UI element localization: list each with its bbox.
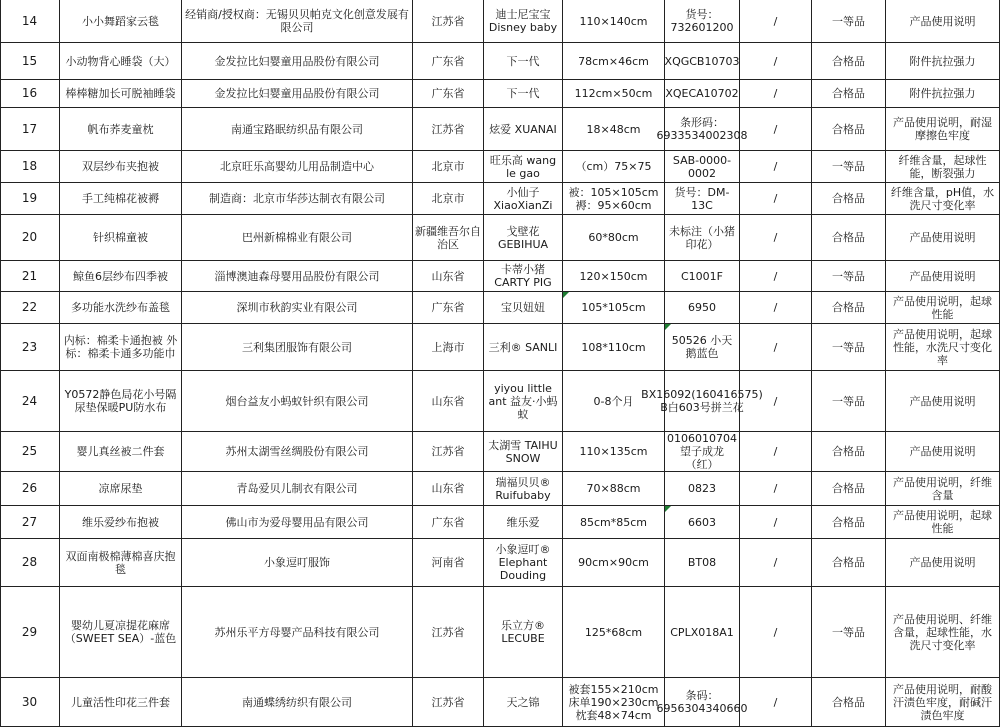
cell-province: 山东省 — [413, 261, 484, 292]
cell-no: 24 — [0, 371, 60, 432]
cell-extra: / — [740, 0, 812, 43]
cell-item: 纤维含量，起球性能，断裂强力 — [886, 151, 1000, 183]
cell-spec: 120×150cm — [563, 261, 665, 292]
cell-spec: 90cm×90cm — [563, 539, 665, 587]
cell-code: 货号：732601200 — [665, 0, 740, 43]
cell-spec: 125*68cm — [563, 587, 665, 678]
cell-product: Y0572静色局花小号隔尿垫保暖PU防水布 — [60, 371, 182, 432]
cell-brand: 下一代 — [484, 43, 563, 80]
cell-province: 山东省 — [413, 472, 484, 506]
cell-code: 50526 小天鹅蓝色 — [665, 324, 740, 371]
cell-brand: 小仙子 XiaoXianZi — [484, 183, 563, 215]
cell-code: 条码：6956304340660 — [665, 678, 740, 727]
cell-grade: 合格品 — [812, 506, 886, 539]
cell-spec: 105*105cm — [563, 292, 665, 324]
cell-province: 广东省 — [413, 506, 484, 539]
cell-province: 北京市 — [413, 151, 484, 183]
cell-company: 三利集团服饰有限公司 — [182, 324, 413, 371]
cell-item: 产品使用说明 — [886, 215, 1000, 261]
cell-no: 26 — [0, 472, 60, 506]
cell-item: 产品使用说明，耐湿摩擦色牢度 — [886, 108, 1000, 151]
cell-grade: 合格品 — [812, 678, 886, 727]
comment-marker-icon — [563, 292, 569, 298]
cell-extra: / — [740, 292, 812, 324]
cell-spec: 78cm×46cm — [563, 43, 665, 80]
cell-spec: 0-8个月 — [563, 371, 665, 432]
cell-code: BX16092(160416575) B白603号拼兰花 — [665, 371, 740, 432]
cell-brand: 维乐爱 — [484, 506, 563, 539]
cell-item: 产品使用说明，起球性能 — [886, 292, 1000, 324]
cell-grade: 合格品 — [812, 80, 886, 108]
cell-company: 经销商/授权商：无锡贝贝帕克文化创意发展有限公司 — [182, 0, 413, 43]
cell-province: 河南省 — [413, 539, 484, 587]
cell-brand: 旺乐高 wang le gao — [484, 151, 563, 183]
cell-no: 14 — [0, 0, 60, 43]
cell-spec: 18×48cm — [563, 108, 665, 151]
cell-no: 18 — [0, 151, 60, 183]
cell-extra: / — [740, 539, 812, 587]
cell-item: 产品使用说明 — [886, 0, 1000, 43]
cell-code: SAB-0000-0002 — [665, 151, 740, 183]
cell-product: 双面南极棉薄棉喜庆抱毯 — [60, 539, 182, 587]
cell-brand: 三利® SANLI — [484, 324, 563, 371]
cell-no: 15 — [0, 43, 60, 80]
cell-item: 产品使用说明 — [886, 371, 1000, 432]
cell-grade: 合格品 — [812, 43, 886, 80]
cell-grade: 合格品 — [812, 472, 886, 506]
cell-code: 条形码：6933534002308 — [665, 108, 740, 151]
cell-spec: 110×140cm — [563, 0, 665, 43]
cell-no: 20 — [0, 215, 60, 261]
cell-province: 江苏省 — [413, 678, 484, 727]
cell-spec: 70×88cm — [563, 472, 665, 506]
cell-province: 广东省 — [413, 80, 484, 108]
cell-brand: 小象逗叮® Elephant Douding — [484, 539, 563, 587]
cell-product: 鲸鱼6层纱布四季被 — [60, 261, 182, 292]
cell-item: 产品使用说明，纤维含量 — [886, 472, 1000, 506]
cell-grade: 合格品 — [812, 108, 886, 151]
cell-province: 广东省 — [413, 292, 484, 324]
cell-spec: 60*80cm — [563, 215, 665, 261]
cell-product: 婴儿真丝被二件套 — [60, 432, 182, 472]
cell-product: 双层纱布夹抱被 — [60, 151, 182, 183]
cell-company: 巴州新棉棉业有限公司 — [182, 215, 413, 261]
cell-extra: / — [740, 371, 812, 432]
cell-product: 维乐爱纱布抱被 — [60, 506, 182, 539]
cell-extra: / — [740, 587, 812, 678]
cell-spec: （cm）75×75 — [563, 151, 665, 183]
cell-no: 22 — [0, 292, 60, 324]
cell-brand: yiyou little ant 益友·小蚂蚁 — [484, 371, 563, 432]
cell-product: 婴幼儿夏凉提花麻席（SWEET SEA）-蓝色 — [60, 587, 182, 678]
cell-grade: 一等品 — [812, 324, 886, 371]
cell-extra: / — [740, 108, 812, 151]
cell-product: 帆布荞麦童枕 — [60, 108, 182, 151]
cell-product: 手工纯棉花被褥 — [60, 183, 182, 215]
cell-product: 针织棉童被 — [60, 215, 182, 261]
cell-brand: 太湖雪 TAIHU SNOW — [484, 432, 563, 472]
cell-brand: 戈壁花 GEBIHUA — [484, 215, 563, 261]
cell-extra: / — [740, 324, 812, 371]
cell-code: 货号：DM-13C — [665, 183, 740, 215]
cell-grade: 合格品 — [812, 215, 886, 261]
cell-extra: / — [740, 80, 812, 108]
cell-province: 江苏省 — [413, 587, 484, 678]
cell-item: 产品使用说明 — [886, 539, 1000, 587]
cell-company: 青岛爱贝儿制衣有限公司 — [182, 472, 413, 506]
cell-code: 0106010704 望子成龙（红） — [665, 432, 740, 472]
cell-no: 16 — [0, 80, 60, 108]
cell-province: 广东省 — [413, 43, 484, 80]
cell-no: 17 — [0, 108, 60, 151]
cell-company: 淄博澳迪森母婴用品股份有限公司 — [182, 261, 413, 292]
cell-no: 25 — [0, 432, 60, 472]
cell-company: 南通蝶绣纺织有限公司 — [182, 678, 413, 727]
cell-province: 新疆维吾尔自治区 — [413, 215, 484, 261]
cell-code: 6950 — [665, 292, 740, 324]
cell-item: 产品使用说明，起球性能 — [886, 506, 1000, 539]
cell-spec: 110×135cm — [563, 432, 665, 472]
cell-spec: 108*110cm — [563, 324, 665, 371]
cell-extra: / — [740, 43, 812, 80]
cell-company: 苏州乐平方母婴产品科技有限公司 — [182, 587, 413, 678]
cell-code: 未标注（小猪印花） — [665, 215, 740, 261]
cell-grade: 合格品 — [812, 292, 886, 324]
cell-brand: 宝贝妞妞 — [484, 292, 563, 324]
cell-extra: / — [740, 432, 812, 472]
cell-extra: / — [740, 183, 812, 215]
cell-spec: 112cm×50cm — [563, 80, 665, 108]
cell-item: 附件抗拉强力 — [886, 43, 1000, 80]
cell-extra: / — [740, 151, 812, 183]
cell-province: 江苏省 — [413, 108, 484, 151]
cell-grade: 合格品 — [812, 539, 886, 587]
cell-company: 金发拉比妇婴童用品股份有限公司 — [182, 80, 413, 108]
cell-no: 21 — [0, 261, 60, 292]
cell-code: CPLX018A1 — [665, 587, 740, 678]
cell-company: 苏州太湖雪丝绸股份有限公司 — [182, 432, 413, 472]
cell-company: 南通宝路眠纺织品有限公司 — [182, 108, 413, 151]
cell-province: 北京市 — [413, 183, 484, 215]
cell-company: 佛山市为爱母婴用品有限公司 — [182, 506, 413, 539]
cell-code: 6603 — [665, 506, 740, 539]
cell-product: 棒棒糖加长可脱袖睡袋 — [60, 80, 182, 108]
cell-code: XQGCB10703 — [665, 43, 740, 80]
cell-code: C1001F — [665, 261, 740, 292]
cell-item: 纤维含量，pH值，水洗尺寸变化率 — [886, 183, 1000, 215]
cell-company: 烟台益友小蚂蚁针织有限公司 — [182, 371, 413, 432]
cell-grade: 一等品 — [812, 371, 886, 432]
cell-item: 附件抗拉强力 — [886, 80, 1000, 108]
comment-marker-icon — [665, 324, 671, 330]
cell-grade: 一等品 — [812, 0, 886, 43]
cell-no: 28 — [0, 539, 60, 587]
cell-grade: 一等品 — [812, 261, 886, 292]
cell-product: 儿童活性印花三件套 — [60, 678, 182, 727]
cell-no: 29 — [0, 587, 60, 678]
cell-extra: / — [740, 506, 812, 539]
cell-item: 产品使用说明 — [886, 261, 1000, 292]
cell-grade: 合格品 — [812, 432, 886, 472]
cell-brand: 天之锦 — [484, 678, 563, 727]
cell-brand: 下一代 — [484, 80, 563, 108]
cell-spec: 被套155×210cm 床单190×230cm 枕套48×74cm — [563, 678, 665, 727]
cell-company: 北京旺乐高婴幼儿用品制造中心 — [182, 151, 413, 183]
table-left-border — [0, 0, 1, 727]
cell-code: 0823 — [665, 472, 740, 506]
cell-item: 产品使用说明，耐酸汗渍色牢度，耐碱汗渍色牢度 — [886, 678, 1000, 727]
cell-item: 产品使用说明 — [886, 432, 1000, 472]
cell-product: 小动物背心睡袋（大） — [60, 43, 182, 80]
cell-province: 江苏省 — [413, 432, 484, 472]
cell-brand: 卡蒂小猪 CARTY PIG — [484, 261, 563, 292]
cell-company: 制造商：北京市华莎达制衣有限公司 — [182, 183, 413, 215]
cell-product: 多功能水洗纱布盖毯 — [60, 292, 182, 324]
cell-item: 产品使用说明，起球性能，水洗尺寸变化率 — [886, 324, 1000, 371]
cell-extra: / — [740, 472, 812, 506]
cell-province: 江苏省 — [413, 0, 484, 43]
cell-no: 19 — [0, 183, 60, 215]
cell-company: 小象逗叮服饰 — [182, 539, 413, 587]
cell-code: BT08 — [665, 539, 740, 587]
cell-province: 上海市 — [413, 324, 484, 371]
cell-company: 金发拉比妇婴童用品股份有限公司 — [182, 43, 413, 80]
cell-brand: 炫爱 XUANAI — [484, 108, 563, 151]
cell-extra: / — [740, 215, 812, 261]
cell-no: 27 — [0, 506, 60, 539]
cell-product: 内标：棉柔卡通抱被 外标：棉柔卡通多功能巾 — [60, 324, 182, 371]
cell-brand: 迪士尼宝宝 Disney baby — [484, 0, 563, 43]
cell-brand: 乐立方® LECUBE — [484, 587, 563, 678]
cell-spec: 被：105×105cm 褥：95×60cm — [563, 183, 665, 215]
cell-grade: 一等品 — [812, 151, 886, 183]
cell-code: XQECA10702 — [665, 80, 740, 108]
cell-brand: 瑞福贝贝® Ruifubaby — [484, 472, 563, 506]
cell-no: 23 — [0, 324, 60, 371]
cell-province: 山东省 — [413, 371, 484, 432]
cell-product: 凉席尿垫 — [60, 472, 182, 506]
cell-item: 产品使用说明、纤维含量，起球性能，水洗尺寸变化率 — [886, 587, 1000, 678]
cell-product: 小小舞蹈家云毯 — [60, 0, 182, 43]
cell-spec: 85cm*85cm — [563, 506, 665, 539]
cell-extra: / — [740, 261, 812, 292]
cell-extra: / — [740, 678, 812, 727]
cell-no: 30 — [0, 678, 60, 727]
comment-marker-icon — [665, 506, 671, 512]
cell-company: 深圳市秋韵实业有限公司 — [182, 292, 413, 324]
cell-grade: 一等品 — [812, 587, 886, 678]
cell-grade: 合格品 — [812, 183, 886, 215]
